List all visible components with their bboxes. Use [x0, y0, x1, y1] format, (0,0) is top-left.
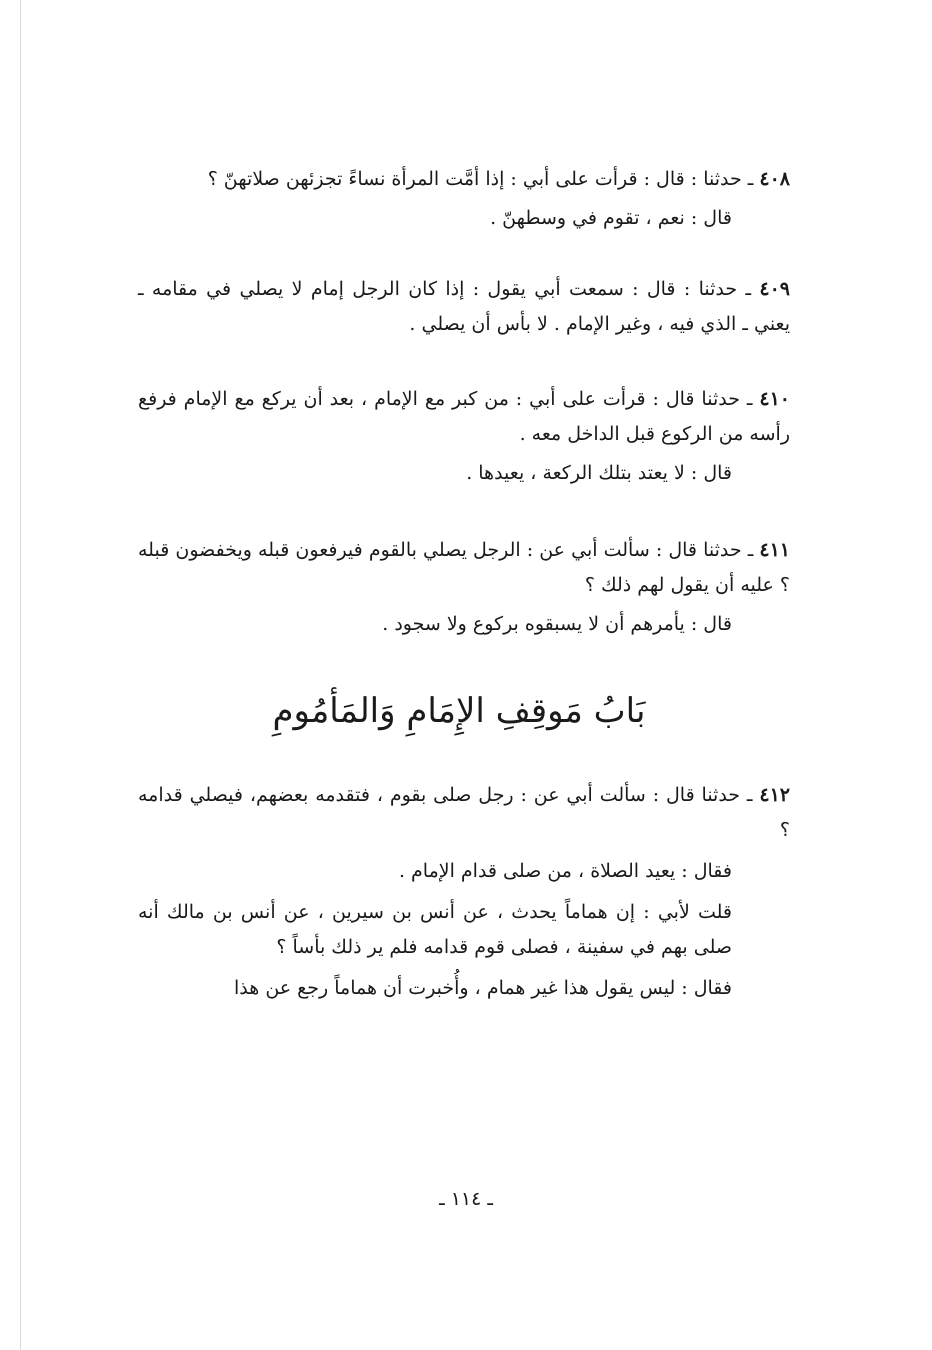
hadith-text: ٤١٢ ـ حدثنا قال : سألت أبي عن : رجل صلى بقوم ، فتقدمه بعضهم، فيصلي قدامه ؟ — [138, 784, 790, 841]
hadith-entry-410 — [138, 382, 790, 491]
hadith-entry-412 — [138, 778, 790, 1006]
hadith-number: ٤١٠ — [759, 388, 790, 410]
hadith-number: ٤١١ — [759, 539, 790, 561]
chapter-title: بَابُ مَوقِفِ الإِمَامِ وَالمَأمُومِ — [272, 691, 646, 731]
follow-up-question: قلت لأبي : إن هماماً يحدث ، عن أنس بن سيرين ، عن أنس بن مالك أنه صلى بهم في سفينة ، فصلى قوم قدامه فلم ير ذلك بأساً ؟ — [138, 901, 732, 958]
hadith-entry-408 — [138, 162, 790, 236]
follow-up-answer: فقال : ليس يقول هذا غير همام ، وأُخبرت أن هماماً رجع عن هذا — [234, 977, 732, 999]
hadith-number: ٤١٢ — [759, 784, 790, 806]
hadith-answer: قال : يأمرهم أن لا يسبقوه بركوع ولا سجود . — [382, 613, 732, 635]
hadith-text: ٤٠٨ ـ حدثنا : قال : قرأت على أبي : إذا أمَّت المرأة نساءً تجزئهن صلاتهنّ ؟ — [207, 168, 790, 190]
hadith-answer: قال : لا يعتد بتلك الركعة ، يعيدها . — [466, 462, 732, 484]
hadith-entry-409 — [138, 272, 790, 342]
hadith-number: ٤٠٩ — [759, 278, 790, 300]
hadith-text: ٤٠٩ ـ حدثنا : قال : سمعت أبي يقول : إذا كان الرجل إمام لا يصلي في مقامه ـ يعني ـ الذي فيه ، وغير الإمام . لا بأس أن يصلي . — [138, 278, 790, 335]
page-number: ـ ١١٤ ـ — [439, 1188, 493, 1210]
hadith-text: ٤١١ ـ حدثنا قال : سألت أبي عن : الرجل يصلي بالقوم فيرفعون قبله ويخفضون قبله ؟ عليه أن يقول لهم ذلك ؟ — [138, 539, 790, 596]
hadith-number: ٤٠٨ — [759, 168, 790, 190]
hadith-entry-411 — [138, 533, 790, 642]
hadith-answer: فقال : يعيد الصلاة ، من صلى قدام الإمام . — [398, 860, 732, 882]
hadith-text: ٤١٠ ـ حدثنا قال : قرأت على أبي : من كبر مع الإمام ، بعد أن يركع مع الإمام فرفع رأسه من الركوع قبل الداخل معه . — [138, 388, 790, 445]
page-binding-line — [20, 0, 21, 1350]
hadith-answer: قال : نعم ، تقوم في وسطهنّ . — [490, 207, 732, 229]
document-page — [138, 150, 790, 1006]
